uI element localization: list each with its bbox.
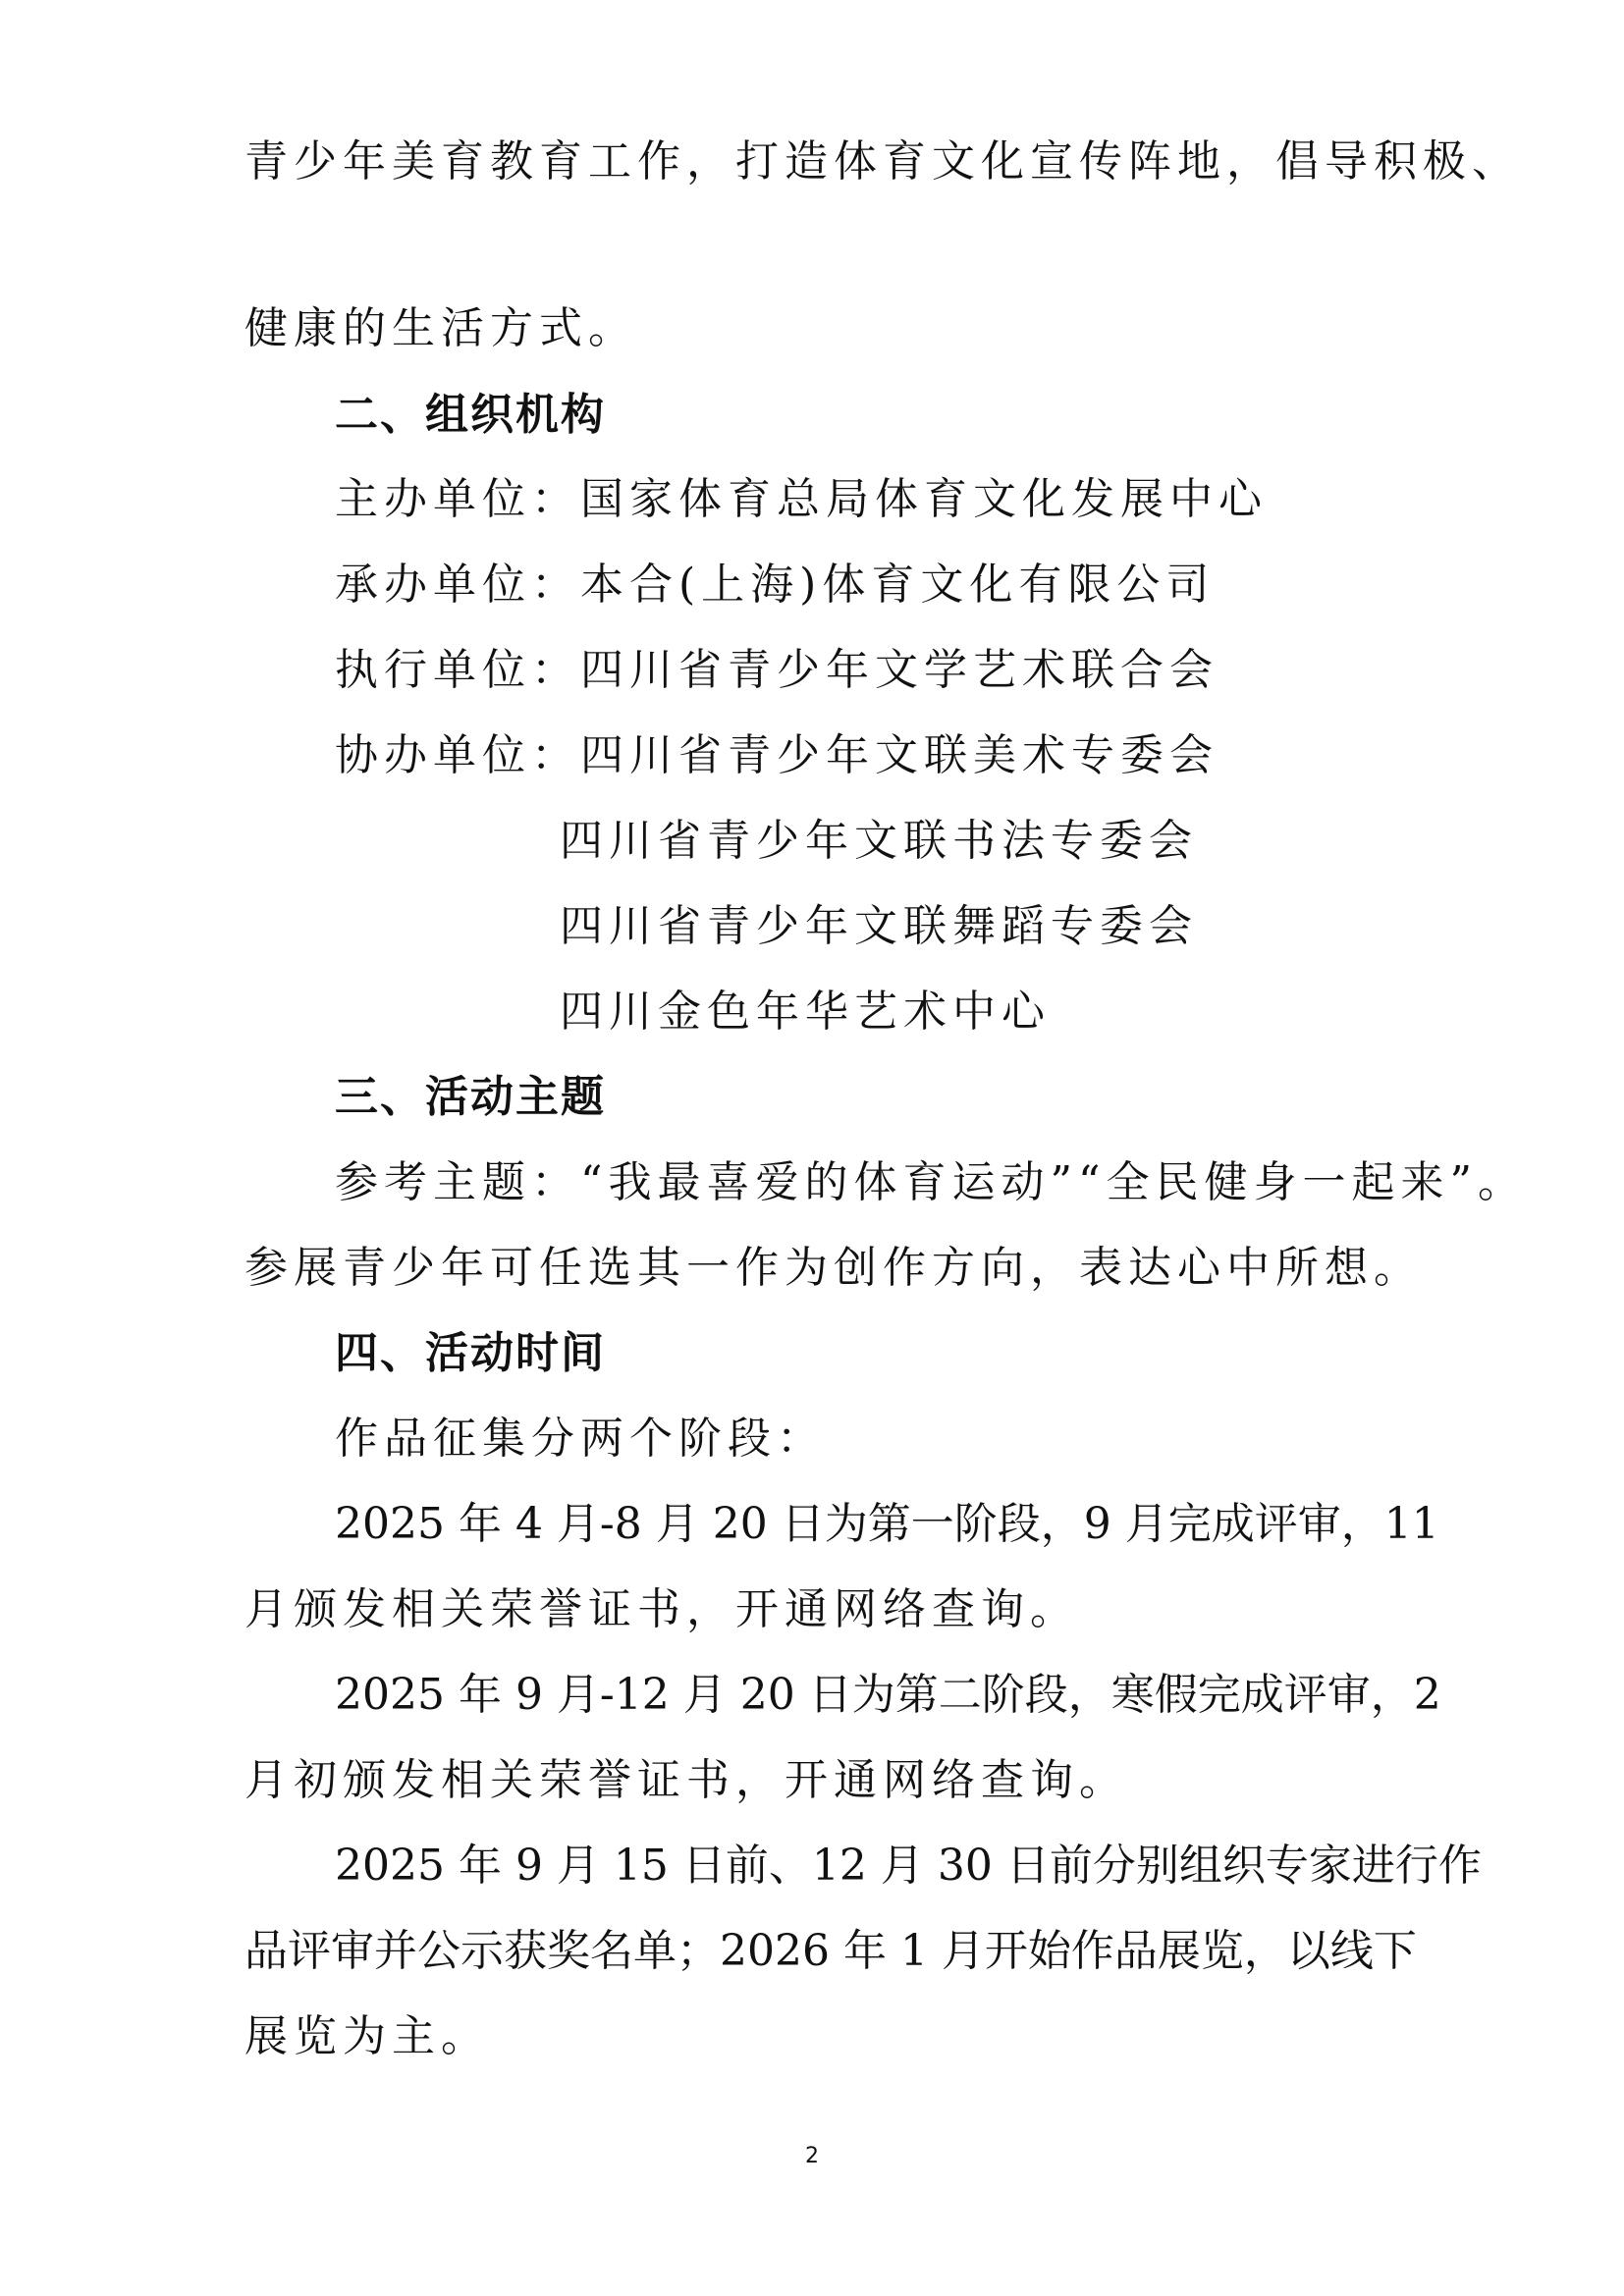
theme-line-2: 参展青少年可任选其一作为创作方向，表达心中所想。 [244,1243,1423,1293]
page-number: 2 [805,2144,819,2168]
time-line-phase1-a: 2025 年 4 月-8 月 20 日为第一阶段，9 月完成评审，11 [335,1499,1439,1549]
org-co-organizer-3: 四川省青少年文联舞蹈专委会 [560,901,1198,951]
time-line-phase2-a: 2025 年 9 月-12 月 20 日为第二阶段，寒假完成评审，2 [335,1670,1441,1720]
time-line-review-c: 展览为主。 [244,2011,490,2061]
paragraph-line-2: 健康的生活方式。 [244,303,637,353]
org-organizer: 承办单位：本合(上海)体育文化有限公司 [335,560,1216,610]
heading-theme: 三、活动主题 [335,1072,606,1122]
org-co-organizer-4: 四川金色年华艺术中心 [560,987,1051,1037]
paragraph-line-1: 青少年美育教育工作，打造体育文化宣传阵地，倡导积极、 [244,136,1521,187]
org-executor: 执行单位：四川省青少年文学艺术联合会 [335,645,1218,695]
time-line-phase2-b: 月初颁发相关荣誉证书，开通网络查询。 [244,1755,1128,1805]
theme-line-1: 参考主题：“我最喜爱的体育运动”“全民健身一起来”。 [335,1157,1527,1207]
time-line-review-b: 品评审并公示获奖名单；2026 年 1 月开始作品展览，以线下 [244,1926,1417,1976]
time-line-intro: 作品征集分两个阶段： [335,1414,826,1464]
org-host: 主办单位：国家体育总局体育文化发展中心 [335,474,1268,524]
time-line-phase1-b: 月颁发相关荣誉证书，开通网络查询。 [244,1584,1079,1634]
heading-organization: 二、组织机构 [335,390,606,440]
org-co-organizer: 协办单位：四川省青少年文联美术专委会 [335,730,1218,780]
time-line-review-a: 2025 年 9 月 15 日前、12 月 30 日前分别组织专家进行作 [335,1841,1482,1891]
heading-time: 四、活动时间 [335,1328,606,1378]
org-co-organizer-2: 四川省青少年文联书法专委会 [560,816,1198,866]
